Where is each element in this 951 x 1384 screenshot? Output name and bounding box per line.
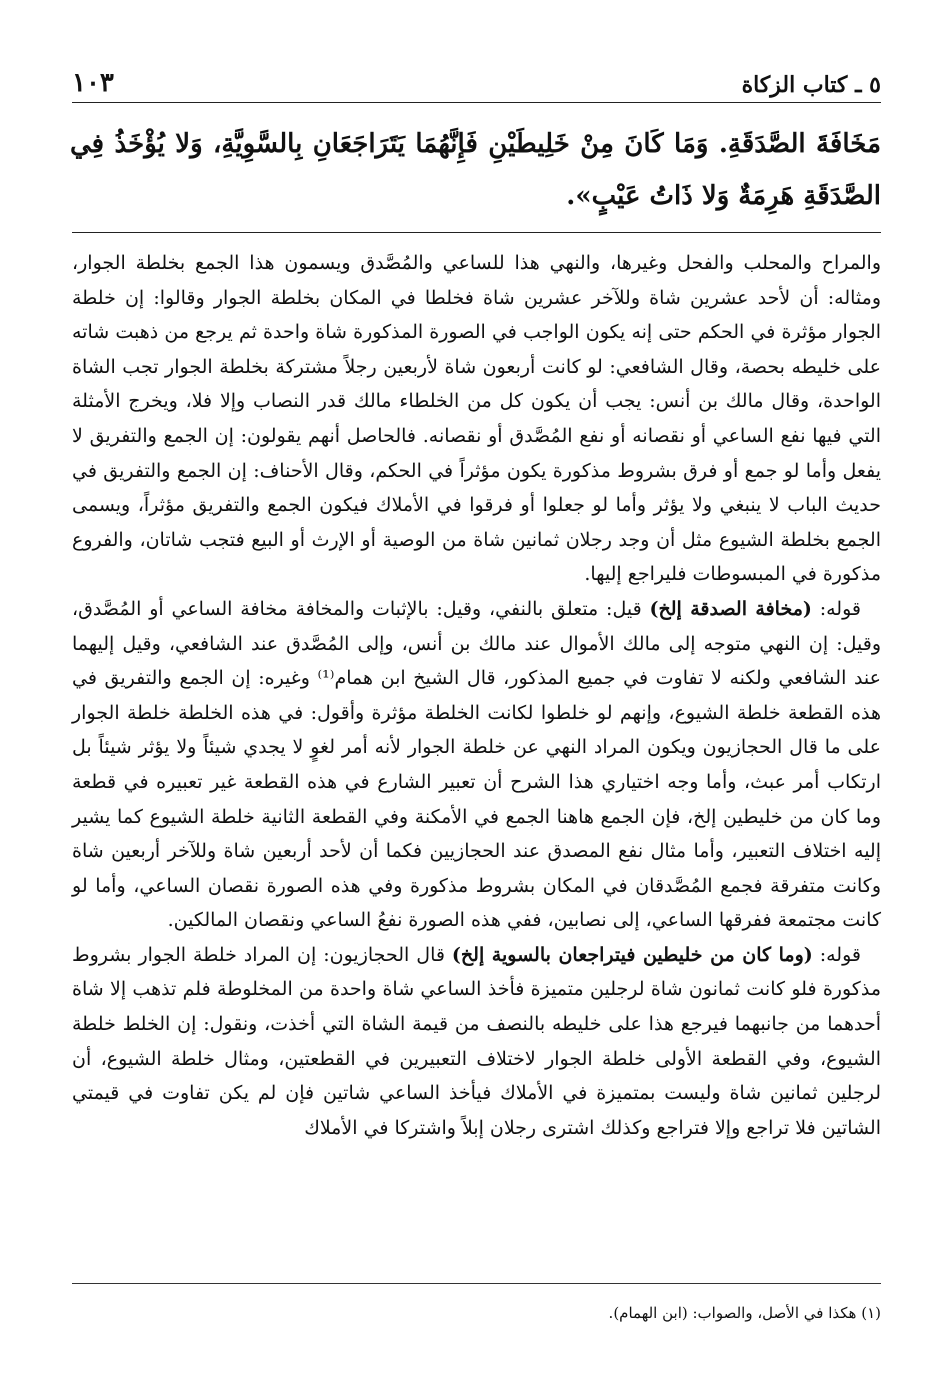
separator-rule: [72, 232, 881, 233]
page-header: [72, 58, 881, 103]
paragraph-3-text: قال الحجازيون: إن المراد خلطة الجوار بشروط مذكورة فلو كانت ثمانون شاة لرجلين متميزة فأخذ الساعي شاة واحدة من المخلوطة فلم تذهب إلا شاة أحدهما من جانبهما فيرجع هذا على خليطه بالنصف من قيمة الشاة التي أخذت، ونقول: إن الخلط خلطة الشيوع، وفي القطعة الأولى خلطة الجوار لاختلاف التعبيرين في القطعتين، ومثال خلطة الشيوع، أن لرجلين ثمانين شاة وليست بمتميزة في الأملاك فيأخذ الساعي شاتين فإن لم يكن تفاوت في قيمتي الشاتين فلا تراجع وإلا فتراجع وكذلك اشترى رجلان إبلاً واشتركا في الأملاك: [72, 943, 881, 1139]
commentary-body: [72, 246, 881, 1145]
paragraph-3-quote: (وما كان من خليطين فيتراجعان بالسوية إلخ): [451, 943, 813, 966]
paragraph-3: [72, 938, 881, 1146]
page-number: ١٠٣: [72, 68, 114, 98]
footnote: (١) هكذا في الأصل، والصواب: (ابن الهمام).: [608, 1304, 881, 1322]
paragraph-1: [72, 246, 881, 592]
chapter-title: ٥ ـ كتاب الزكاة: [741, 72, 881, 98]
footnote-rule: [72, 1283, 881, 1284]
paragraph-2-quote: (مخافة الصدقة إلخ): [649, 597, 812, 620]
paragraph-2: [72, 592, 881, 938]
paragraph-2-text: قيل: متعلق بالنفي، وقيل: بالإثبات والمخافة مخافة الساعي أو المُصَّدق، وقيل: إن النهي متوجه إلى مالك الأموال عند مالك بن أنس، وإلى المُصَّدق عند الشافعي، وقيل إليهما عند الشافعي ولكنه لا تفاوت في جميع المذكور، قال الشيخ ابن همام⁽¹⁾ وغيره: إن الجمع والتفريق في هذه القطعة خلطة الشيوع، وإنهم لو خلطوا لكانت الخلطة مؤثرة وأقول: في هذه الخلطة خلطة الجوار على ما قال الحجازيون ويكون المراد النهي عن خلطة الجوار لأنه أمر لغوٍ لا يجدي شيئاً ولا يؤثر شيئاً بل ارتكاب أمر عبث، وأما وجه اختياري هذا الشرح أن تعبير الشارع في هذه القطعة غير تعبيره في قطعة وما كان من خليطين إلخ، فإن الجمع هاهنا الجمع في الأمكنة وفي القطعة الثانية خلطة الشيوع كما يشير إليه اختلاف التعبير، وأما مثال نفع المصدق عند الحجازيين فكما أن لأحد أربعين شاة وللآخر أربعين شاة وكانت متفرقة فجمع المُصَّدقان في المكان بشروط مذكورة وفي هذه الصورة نقصان الساعي، وأما لو كانت مجتمعة ففرقها الساعي، إلى نصابين، ففي هذه الصورة نفعُ الساعي ونقصان المالكين.: [72, 597, 881, 932]
paragraph-1-text: والمراح والمحلب والفحل وغيرها، والنهي هذا للساعي والمُصَّدق ويسمون هذا الجمع بخلطة الجوار، ومثاله: أن لأحد عشرين شاة وللآخر عشرين شاة فخلطا في المكان بخلطة الجوار وقالوا: إن خلطة الجوار مؤثرة في الحكم حتى إنه يكون الواجب في الصورة المذكورة شاة واحدة ثم يرجع من ذهبت شاته على خليطه بحصة، وقال الشافعي: لو كانت أربعون شاة لأربعين رجلاً مشتركة بخلطة الجوار تجب الشاة الواحدة، وقال مالك بن أنس: يجب أن يكون كل من الخلطاء مالك قدر النصاب وإلا فلا، ويخرج الأمثلة التي فيها نفع الساعي أو نقصانه أو نفع المُصَّدق أو نقصانه. فالحاصل أنهم يقولون: إن الجمع والتفريق لا يفعل وأما لو جمع أو فرق بشروط مذكورة يكون مؤثراً في الحكم، وقال الأحناف: إن الجمع والتفريق في حديث الباب لا ينبغي ولا يؤثر وأما لو جعلوا أو فرقوا في الأملاك فيكون الجمع والتفريق مؤثراً، ويسمى الجمع بخلطة الشيوع مثل أن وجد رجلان ثمانين شاة من الوصية أو الإرث أو البيع فتجب شاتان، والفروع مذكورة في المبسوطات فليراجع إليها.: [72, 252, 881, 586]
paragraph-3-lead: قوله:: [812, 943, 861, 966]
paragraph-2-lead: قوله:: [811, 597, 861, 620]
hadith-text: مَخَافَةَ الصَّدَقَةِ. وَمَا كَانَ مِنْ خَلِيطَيْنِ فَإِنَّهُمَا يَتَرَاجَعَانِ بِالسَّوِيَّةِ، وَلا يُؤْخَذُ فِي الصَّدَقَةِ هَرِمَةٌ وَلا ذَاتُ عَيْبٍ».: [70, 129, 881, 211]
